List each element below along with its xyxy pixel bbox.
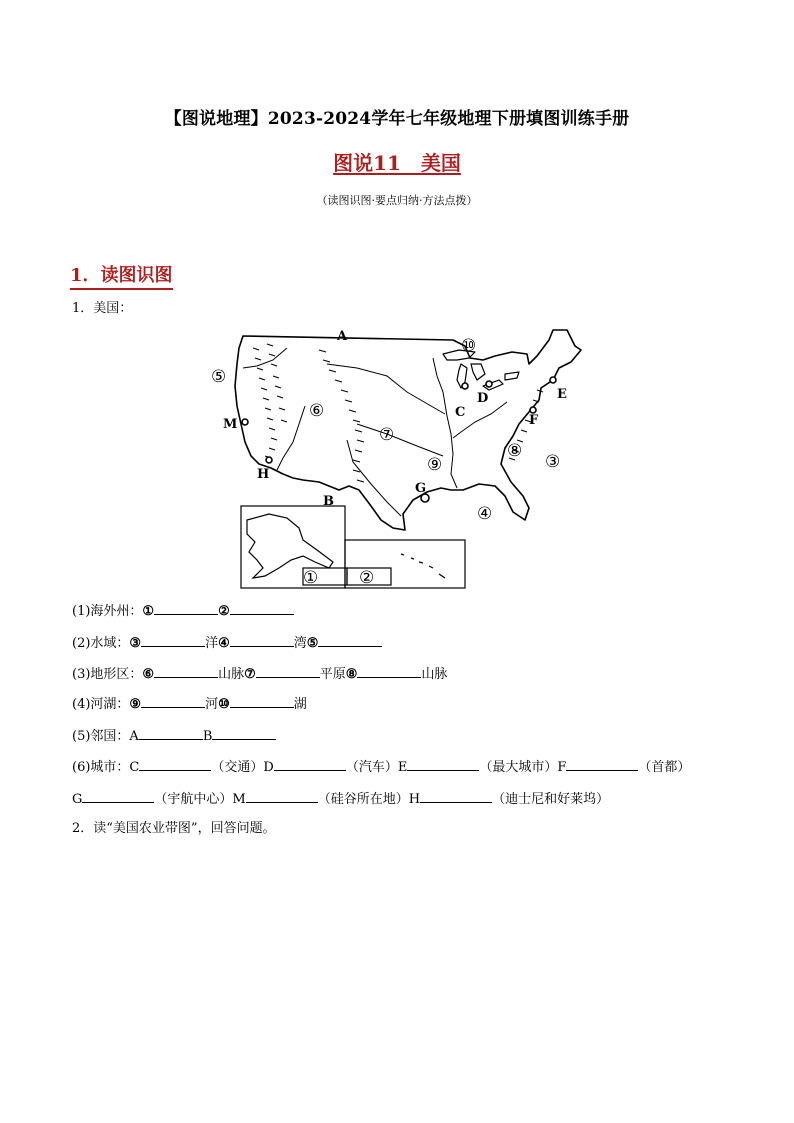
row-neighbors bbox=[72, 726, 276, 746]
marker: D bbox=[263, 760, 274, 775]
answer-blank[interactable] bbox=[82, 789, 154, 803]
row-cities-2 bbox=[72, 789, 609, 809]
rocky-mountains bbox=[319, 350, 364, 482]
marker: ⑩ bbox=[218, 697, 230, 712]
answer-blank[interactable] bbox=[212, 726, 276, 740]
suffix: （最大城市） bbox=[479, 760, 558, 775]
city-dot-d bbox=[486, 381, 492, 387]
marker: C bbox=[129, 760, 140, 775]
marker: H bbox=[408, 792, 421, 807]
usa-map bbox=[207, 324, 587, 592]
columbia-river bbox=[243, 348, 287, 368]
marker: F bbox=[557, 760, 567, 775]
hawaii-islands bbox=[401, 554, 445, 578]
suffix: 山脉 bbox=[421, 667, 448, 682]
answer-blank[interactable] bbox=[318, 633, 382, 647]
answer-blank[interactable] bbox=[139, 757, 211, 771]
answer-blank[interactable] bbox=[154, 664, 218, 678]
document-subtitle bbox=[0, 147, 794, 176]
row-label: (2)水域： bbox=[72, 636, 130, 651]
marker: A bbox=[129, 729, 139, 744]
map-label-f: F bbox=[529, 413, 539, 428]
row-cities-1 bbox=[72, 757, 690, 777]
arkansas-river bbox=[357, 424, 443, 456]
row-label: (6)城市： bbox=[72, 760, 130, 775]
marker: ① bbox=[142, 604, 155, 619]
map-label-m: M bbox=[223, 417, 238, 432]
answer-blank[interactable] bbox=[407, 757, 479, 771]
row-rivers-lakes bbox=[72, 694, 307, 714]
row-water-bodies bbox=[72, 633, 382, 653]
colorado-river bbox=[277, 406, 305, 470]
answer-blank[interactable] bbox=[256, 664, 320, 678]
answer-blank[interactable] bbox=[141, 633, 205, 647]
map-label-h: H bbox=[257, 467, 270, 482]
row-label: (5)邻国： bbox=[72, 729, 130, 744]
map-num-10: ⑩ bbox=[461, 336, 477, 356]
suffix: （首都） bbox=[638, 760, 691, 775]
suffix: （汽车） bbox=[345, 760, 398, 775]
city-dot-c bbox=[462, 383, 468, 389]
map-label-c: C bbox=[455, 405, 466, 420]
map-num-5: ⑤ bbox=[211, 367, 227, 387]
marker: ⑤ bbox=[306, 636, 319, 651]
lake-huron bbox=[471, 364, 485, 380]
map-num-4: ④ bbox=[477, 504, 493, 524]
document-title: 【图说地理】2023-2024学年七年级地理下册填图训练手册 bbox=[164, 109, 630, 129]
lake-ontario bbox=[505, 372, 519, 380]
question-1-label: 1．美国： bbox=[72, 301, 133, 316]
marker: ② bbox=[218, 604, 230, 619]
map-num-7: ⑦ bbox=[379, 425, 395, 445]
marker: ⑦ bbox=[244, 667, 256, 682]
suffix: 湖 bbox=[293, 697, 307, 712]
suffix: 河 bbox=[205, 697, 219, 712]
suffix: （宇航中心） bbox=[154, 792, 233, 807]
map-label-g: G bbox=[415, 481, 427, 496]
suffix: 洋 bbox=[205, 636, 219, 651]
answer-blank[interactable] bbox=[566, 757, 638, 771]
missouri-river bbox=[327, 364, 445, 414]
row-label: (3)地形区： bbox=[72, 667, 143, 682]
answer-blank[interactable] bbox=[420, 789, 492, 803]
document-note: （读图识图·要点归纳·方法点拨） bbox=[316, 194, 478, 207]
inset-frame-alaska bbox=[241, 506, 345, 588]
answer-blank[interactable] bbox=[357, 664, 421, 678]
question-2-label: 2．读“美国农业带图”，回答问题。 bbox=[72, 821, 276, 836]
suffix: 湾 bbox=[293, 636, 307, 651]
answer-blank[interactable] bbox=[139, 726, 203, 740]
inset-boxes bbox=[241, 506, 465, 588]
city-dot-h bbox=[266, 457, 272, 463]
marker: G bbox=[72, 792, 83, 807]
marker: ③ bbox=[129, 636, 142, 651]
row-label: (4)河湖： bbox=[72, 697, 130, 712]
map-num-9: ⑨ bbox=[427, 455, 443, 475]
marker: M bbox=[232, 792, 246, 807]
map-label-e: E bbox=[557, 387, 567, 402]
map-num-8: ⑧ bbox=[507, 441, 523, 461]
answer-blank[interactable] bbox=[230, 694, 294, 708]
suffix: （硅谷所在地） bbox=[317, 792, 409, 807]
river-network bbox=[243, 348, 507, 516]
map-num-6: ⑥ bbox=[309, 401, 325, 421]
suffix: 平原 bbox=[319, 667, 346, 682]
answer-blank[interactable] bbox=[230, 601, 294, 615]
marker: ⑧ bbox=[345, 667, 358, 682]
marker: E bbox=[397, 760, 408, 775]
suffix: （交通） bbox=[211, 760, 264, 775]
map-num-3: ③ bbox=[545, 452, 561, 472]
answer-blank[interactable] bbox=[274, 757, 346, 771]
row-label: (1)海外州： bbox=[72, 604, 143, 619]
marker: B bbox=[202, 729, 213, 744]
row-landforms bbox=[72, 664, 447, 684]
answer-blank[interactable] bbox=[154, 601, 218, 615]
map-label-d: D bbox=[477, 391, 489, 406]
marker: ⑥ bbox=[142, 667, 155, 682]
mountain-hatching bbox=[253, 344, 543, 482]
city-dot-e bbox=[550, 377, 556, 383]
rio-grande bbox=[347, 440, 401, 516]
suffix: （迪士尼和好莱坞） bbox=[492, 792, 610, 807]
answer-blank[interactable] bbox=[246, 789, 318, 803]
map-label-a: A bbox=[337, 329, 348, 344]
sierra-range bbox=[267, 344, 287, 422]
row-overseas-states bbox=[72, 601, 294, 621]
city-dot-m bbox=[242, 419, 248, 425]
marker: ④ bbox=[218, 636, 230, 651]
answer-blank[interactable] bbox=[141, 694, 205, 708]
map-num-2: ② bbox=[359, 568, 375, 588]
answer-blank[interactable] bbox=[230, 633, 294, 647]
mainland-outline bbox=[235, 330, 581, 530]
section-heading: 1．读图识图 bbox=[70, 261, 173, 290]
marker: ⑨ bbox=[129, 697, 142, 712]
suffix: 山脉 bbox=[218, 667, 245, 682]
map-num-1: ① bbox=[303, 568, 319, 588]
map-label-b: B bbox=[323, 494, 334, 509]
subtitle-text: 图说11 美国 bbox=[333, 151, 461, 175]
